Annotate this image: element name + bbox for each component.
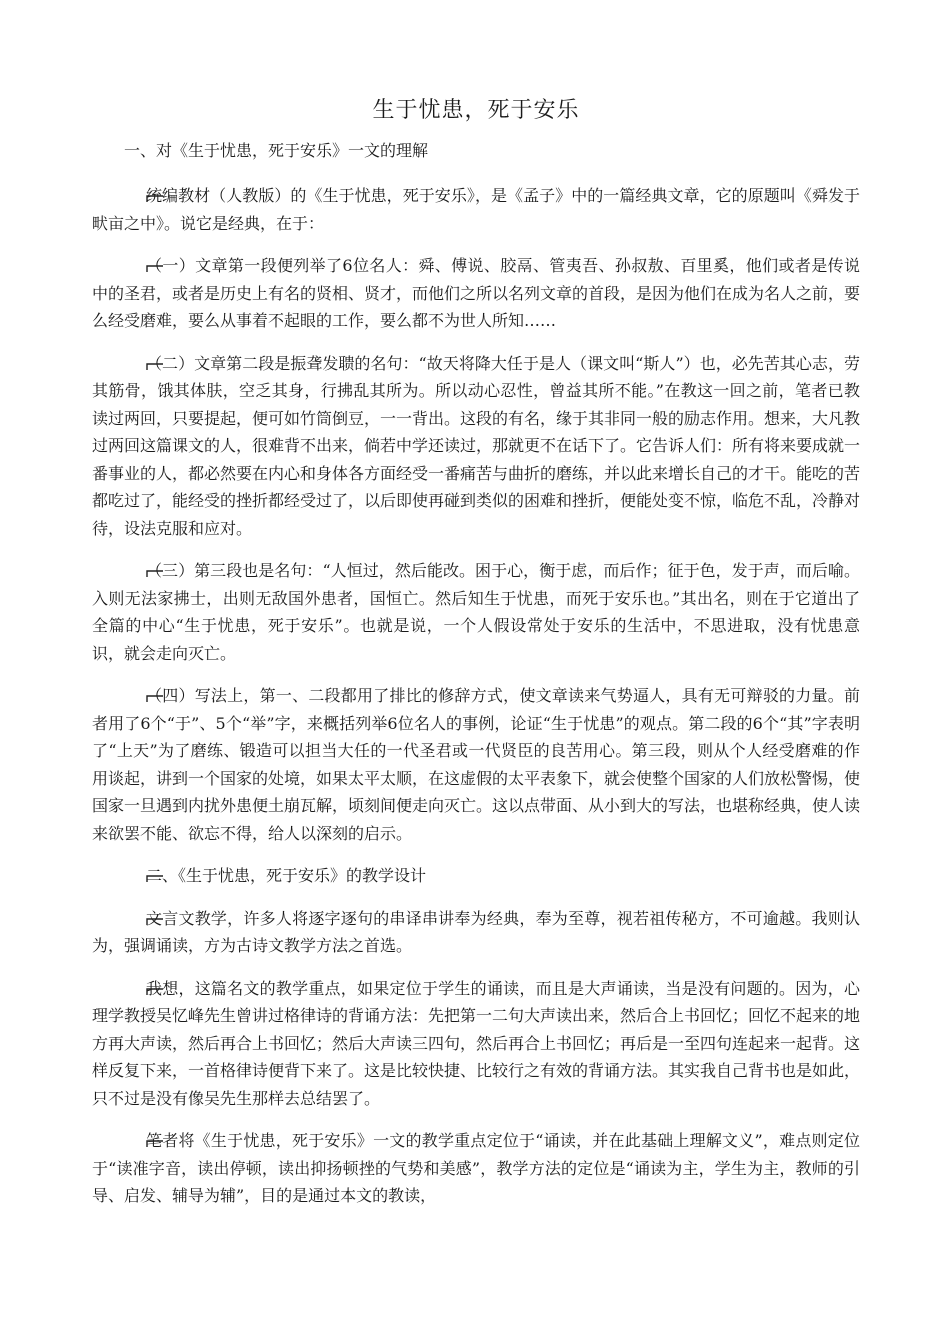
paragraph-mark-icon <box>146 261 164 273</box>
paragraph-text: 文言文教学，许多人将逐字逐句的串译串讲奉为经典，奉为至尊，视若祖传秘方，不可逾越。我则认为，强调诵读，方为古诗文教学方法之首选。 <box>92 908 860 955</box>
paragraph <box>92 1127 860 1210</box>
paragraph-mark-icon <box>146 566 164 578</box>
paragraph <box>92 350 860 543</box>
paragraph-mark-icon <box>146 914 164 926</box>
section-heading-2-line <box>92 862 860 890</box>
paragraph-mark-icon <box>146 1136 164 1148</box>
paragraph <box>92 252 860 335</box>
paragraph-text: 我想，这篇名文的教学重点，如果定位于学生的诵读，而且是大声诵读，当是没有问题的。因为，心理学教授吴忆峰先生曾讲过格律诗的背诵方法：先把第一二句大声读出来，然后合上书回忆；回忆不起来的地方再大声读，然后再合上书回忆；然后大声读三四句，然后再合上书回忆；再后是一至四句连起来一起背。这样反复下来，一首格律诗便背下来了。这是比较快捷、比较行之有效的背诵方法。其实我自己背书也是如此，只不过是没有像吴先生那样去总结罢了。 <box>92 978 861 1108</box>
paragraph-mark-icon <box>146 691 164 703</box>
paragraph-text: （一）文章第一段便列举了6位名人：舜、傅说、胶鬲、管夷吾、孙叔敖、百里奚，他们或者是传说中的圣君，或者是历史上有名的贤相、贤才，而他们之所以名列文章的首段，是因为他们在成为名人之前，要么经受磨难，要么从事着不起眼的工作，要么都不为世人所知…… <box>92 256 861 330</box>
paragraph-text: （三）第三段也是名句：“人恒过，然后能改。困于心，衡于虑，而后作；征于色，发于声，而后喻。入则无法家拂士，出则无敌国外患者，国恒亡。然后知生于忧患，而死于安乐也。”其出名，则在于它道出了全篇的中心“生于忧患，死于安乐”。也就是说，一个人假设常处于安乐的生活中，不思进取，没有忧患意识，就会走向灭亡。 <box>92 561 860 663</box>
paragraph-mark-icon <box>146 359 164 371</box>
paragraph-text: （四）写法上，第一、二段都用了排比的修辞方式，使文章读来气势逼人，具有无可辩驳的力量。前者用了6个“于”、5个“举”字，来概括列举6位名人的事例，论证“生于忧患”的观点。第二段的6个“其”字表明了“上天”为了磨练、锻造可以担当大任的一代圣君或一代贤臣的良苦用心。第三段，则从个人经受磨难的作用谈起，讲到一个国家的处境，如果太平太顺，在这虚假的太平表象下，就会使整个国家的人们放松警惕，使国家一旦遇到内扰外患便土崩瓦解，顷刻间便走向灭亡。这以点带面、从小到大的写法，也堪称经典，使人读来欲罢不能、欲忘不得，给人以深刻的启示。 <box>92 686 861 843</box>
paragraph <box>92 557 860 667</box>
paragraph <box>92 905 860 960</box>
paragraph-text: 笔者将《生于忧患，死于安乐》一文的教学重点定位于“诵读，并在此基础上理解文义”，难点则定位于“读准字音，读出停顿，读出抑扬顿挫的气势和美感”，教学方法的定位是“诵读为主，学生为主，教师的引导、启发、辅导为辅”，目的是通过本文的教读， <box>92 1131 860 1205</box>
paragraph <box>92 182 860 237</box>
paragraph <box>92 682 860 847</box>
paragraph-mark-icon <box>146 871 164 883</box>
section-heading-1: 一、对《生于忧患，死于安乐》一文的理解 <box>124 141 429 160</box>
section-heading-2: 二、《生于忧患，死于安乐》的教学设计 <box>146 866 427 885</box>
paragraph-text: （二）文章第二段是振聋发聩的名句：“故天将降大任于是人（课文叫“斯人”）也，必先苦其心志，劳其筋骨，饿其体肤，空乏其身，行拂乱其所为。所以动心忍性，曾益其所不能。”在教这一回之前，笔者已教读过两回，只要提起，便可如竹筒倒豆，一一背出。这段的有名，缘于其非同一般的励志作用。想来，大凡教过两回这篇课文的人，很难背不出来，倘若中学还读过，那就更不在话下了。它告诉人们：所有将来要成就一番事业的人，都必然要在内心和身体各方面经受一番痛苦与曲折的磨练，并以此来增长自己的才干。能吃的苦都吃过了，能经受的挫折都经受过了，以后即使再碰到类似的困难和挫折，便能处变不惊，临危不乱，冷静对待，设法克服和应对。 <box>92 353 861 538</box>
document-title: 生于忧患，死于安乐 <box>372 98 580 123</box>
document-page <box>92 96 860 1225</box>
paragraph-mark-icon <box>146 191 164 203</box>
paragraph <box>92 975 860 1113</box>
paragraph-mark-icon <box>146 984 164 996</box>
paragraph-text: 统编教材（人教版）的《生于忧患，死于安乐》，是《孟子》中的一篇经典文章，它的原题叫《舜发于畎亩之中》。说它是经典，在于： <box>92 186 860 233</box>
